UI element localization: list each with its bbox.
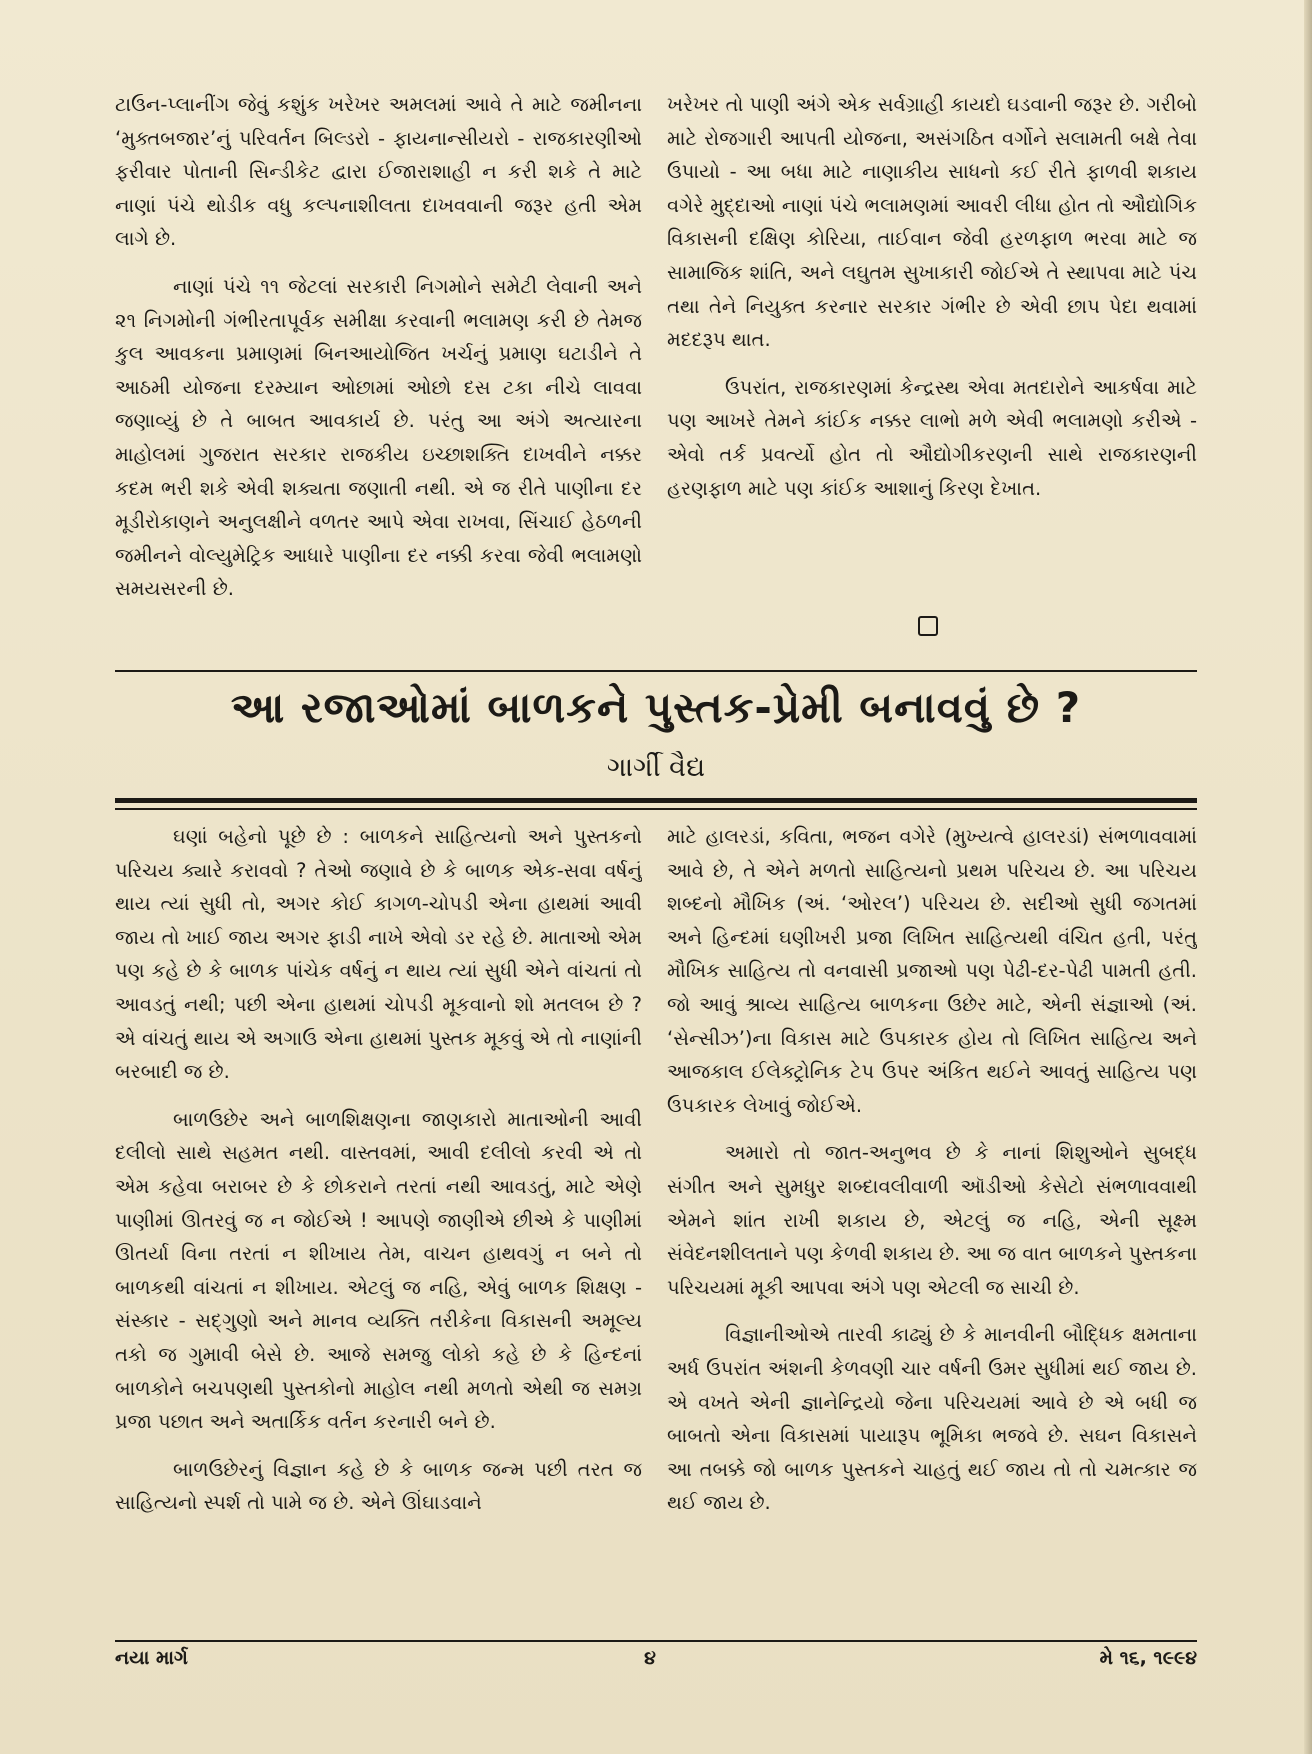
double-rule-thick [115, 798, 1197, 803]
publication-name: નયા માર્ગ [115, 1647, 188, 1669]
issue-date: મે ૧૬, ૧૯૯૪ [1099, 1647, 1197, 1669]
article-left-column [115, 820, 642, 1632]
double-rule-thin [115, 808, 1197, 810]
article-right-column [667, 820, 1197, 1632]
paragraph: માટે હાલરડાં, કવિતા, ભજન વગેરે (મુખ્યત્વે હાલરડાં) સંભળાવવામાં આવે છે, તે એને મળતો સાહિત્યનો પ્રથમ પરિચય છે. આ પરિચય શબ્દનો મૌખિક (અં. ‘ઓરલ’) પરિચય છે. સદીઓ સુધી જગતમાં અને હિન્દમાં ઘણીખરી પ્રજા લિખિત સાહિત્યથી વંચિત હતી, પરંતુ મૌખિક સાહિત્ય તો વનવાસી પ્રજાઓ પણ પેઢી-દર-પેઢી પામતી હતી. જો આવું શ્રાવ્ય સાહિત્ય બાળકના ઉછેર માટે, એની સંજ્ઞાઓ (અં. ‘સેન્સીઝ’)ના વિકાસ માટે ઉપકારક હોય તો લિખિત સાહિત્ય અને આજકાલ ઈલેક્ટ્રોનિક ટેપ ઉપર અંકિત થઈને આવતું સાહિત્ય પણ ઉપકારક લેખાવું જોઈએ. [667, 825, 1197, 1117]
paragraph: નાણાં પંચે ૧૧ જેટલાં સરકારી નિગમોને સમેટી લેવાની અને ૨૧ નિગમોની ગંભીરતાપૂર્વક સમીક્ષા કરવાની ભલામણ કરી છે તેમજ કુલ આવકના પ્રમાણમાં બિનઆયોજિત ખર્ચનું પ્રમાણ ઘટાડીને તે આઠમી યોજના દરમ્યાન ઓછામાં ઓછો દસ ટકા નીચે લાવવા જણાવ્યું છે તે બાબત આવકાર્ય છે. પરંતુ આ અંગે અત્યારના માહોલમાં ગુજરાત સરકાર રાજકીય ઇચ્છાશક્તિ દાખવીને નક્કર કદમ ભરી શકે એવી શક્યતા જણાતી નથી. એ જ રીતે પાણીના દર મૂડીરોકાણને અનુલક્ષીને વળતર આપે એવા રાખવા, સિંચાઈ હેઠળની જમીનને વોલ્યુમેટ્રિક આધારે પાણીના દર નક્કી કરવા જેવી ભલામણો સમયસરની છે. [115, 274, 642, 601]
paragraph: બાળઉછેર અને બાળશિક્ષણના જાણકારો માતાઓની આવી દલીલો સાથે સહમત નથી. વાસ્તવમાં, આવી દલીલો કરવી એ તો એમ કહેવા બરાબર છે કે છોકરાને તરતાં નથી આવડતું, માટે એણે પાણીમાં ઊતરવું જ ન જોઈએ ! આપણે જાણીએ છીએ કે પાણીમાં ઊતર્યા વિના તરતાં ન શીખાય તેમ, વાચન હાથવગું ન બને તો બાળકથી વાંચતાં ન શીખાય. એટલું જ નહિ, એવું બાળક શિક્ષણ - સંસ્કાર - સદ્ગુણો અને માનવ વ્યક્તિ તરીકેના વિકાસની અમૂલ્ય તકો જ ગુમાવી બેસે છે. આજે સમજુ લોકો કહે છે કે હિન્દનાં બાળકોને બચપણથી પુસ્તકોનો માહોલ નથી મળતો એથી જ સમગ્ર પ્રજા પછાત અને અતાર્કિક વર્તન કરનારી બને છે. [115, 1107, 642, 1434]
article-title: આ રજાઓમાં બાળકને પુસ્તક-પ્રેમી બનાવવું છે ? [230, 683, 1082, 732]
article-author: ગાર્ગી વૈદ્ય [606, 752, 706, 783]
paragraph: બાળઉછેરનું વિજ્ઞાન કહે છે કે બાળક જન્મ પછી તરત જ સાહિત્યનો સ્પર્શ તો પામે જ છે. એને ઊંઘાડવાને [115, 1457, 642, 1515]
page-number: ૪ [644, 1647, 656, 1669]
article-end-mark-icon [918, 616, 938, 636]
paragraph: ટાઉન-પ્લાનીંગ જેવું કશુંક ખરેખર અમલમાં આવે તે માટે જમીનના ‘મુક્તબજાર’નું પરિવર્તન બિલ્ડરો - ફાયનાન્સીયરો - રાજકારણીઓ ફરીવાર પોતાની સિન્ડીકેટ દ્વારા ઈજારાશાહી ન કરી શકે તે માટે નાણાં પંચે થોડીક વધુ કલ્પનાશીલતા દાખવવાની જરૂર હતી એમ લાગે છે. [115, 93, 642, 251]
paragraph: વિજ્ઞાનીઓએ તારવી કાઢ્યું છે કે માનવીની બૌદ્ધિક ક્ષમતાના અર્ધ ઉપરાંત અંશની કેળવણી ચાર વર્ષની ઉમર સુધીમાં થઈ જાય છે. એ વખતે એની જ્ઞાનેન્દ્રિયો જેના પરિચયમાં આવે છે એ બધી જ બાબતો એના વિકાસમાં પાયારૂપ ભૂમિકા ભજવે છે. સઘન વિકાસને આ તબક્કે જો બાળક પુસ્તકને ચાહતું થઈ જાય તો તો ચમત્કાર જ થઈ જાય છે. [667, 1323, 1197, 1515]
page-edge-shadow [1304, 0, 1312, 1754]
paragraph: ઉપરાંત, રાજકારણમાં કેન્દ્રસ્થ એવા મતદારોને આકર્ષવા માટે પણ આખરે તેમને કાંઈક નક્કર લાભો મળે એવી ભલામણો કરીએ - એવો તર્ક પ્રવર્ત્યો હોત તો ઔદ્યોગીકરણની સાથે રાજકારણની હરણફાળ માટે પણ કાંઈક આશાનું કિરણ દેખાત. [667, 375, 1197, 500]
paragraph: ખરેખર તો પાણી અંગે એક સર્વગ્રાહી કાયદો ઘડવાની જરૂર છે. ગરીબો માટે રોજગારી આપતી યોજના, અસંગઠિત વર્ગોને સલામતી બક્ષે તેવા ઉપાયો - આ બધા માટે નાણાકીય સાધનો કઈ રીતે ફાળવી શકાય વગેરે મુદ્દાઓ નાણાં પંચે ભલામણમાં આવરી લીધા હોત તો ઔદ્યોગિક વિકાસની દક્ષિણ કોરિયા, તાઈવાન જેવી હરળફાળ ભરવા માટે જ સામાજિક શાંતિ, અને લઘુતમ સુખાકારી જોઈએ તે સ્થાપવા માટે પંચ તથા તેને નિયુક્ત કરનાર સરકાર ગંભીર છે એવી છાપ પેદા થવામાં મદદરૂપ થાત. [667, 93, 1197, 352]
paragraph: અમારો તો જાત-અનુભવ છે કે નાનાં શિશુઓને સુબદ્ધ સંગીત અને સુમધુર શબ્દાવલીવાળી ઑડીઓ કેસેટો સંભળાવવાથી એમને શાંત રાખી શકાય છે, એટલું જ નહિ, એની સૂક્ષ્મ સંવેદનશીલતાને પણ કેળવી શકાય છે. આ જ વાત બાળકને પુસ્તકના પરિચયમાં મૂકી આપવા અંગે પણ એટલી જ સાચી છે. [667, 1141, 1197, 1299]
paragraph: ઘણાં બહેનો પૂછે છે : બાળકને સાહિત્યનો અને પુસ્તકનો પરિચય ક્યારે કરાવવો ? તેઓ જણાવે છે કે બાળક એક-સવા વર્ષનું થાય ત્યાં સુધી તો, અગર કોઈ કાગળ-ચોપડી એના હાથમાં આવી જાય તો ખાઈ જાય અગર ફાડી નાખે એવો ડર રહે છે. માતાઓ એમ પણ કહે છે કે બાળક પાંચેક વર્ષનું ન થાય ત્યાં સુધી એને વાંચતાં તો આવડતું નથી; પછી એના હાથમાં ચોપડી મૂકવાનો શો મતલબ છે ? એ વાંચતું થાય એ અગાઉ એના હાથમાં પુસ્તક મૂકવું એ તો નાણાંની બરબાદી જ છે. [115, 825, 642, 1084]
top-right-column [667, 88, 1197, 648]
section-divider [115, 670, 1197, 672]
top-left-column [115, 88, 642, 668]
footer-rule [115, 1640, 1197, 1642]
